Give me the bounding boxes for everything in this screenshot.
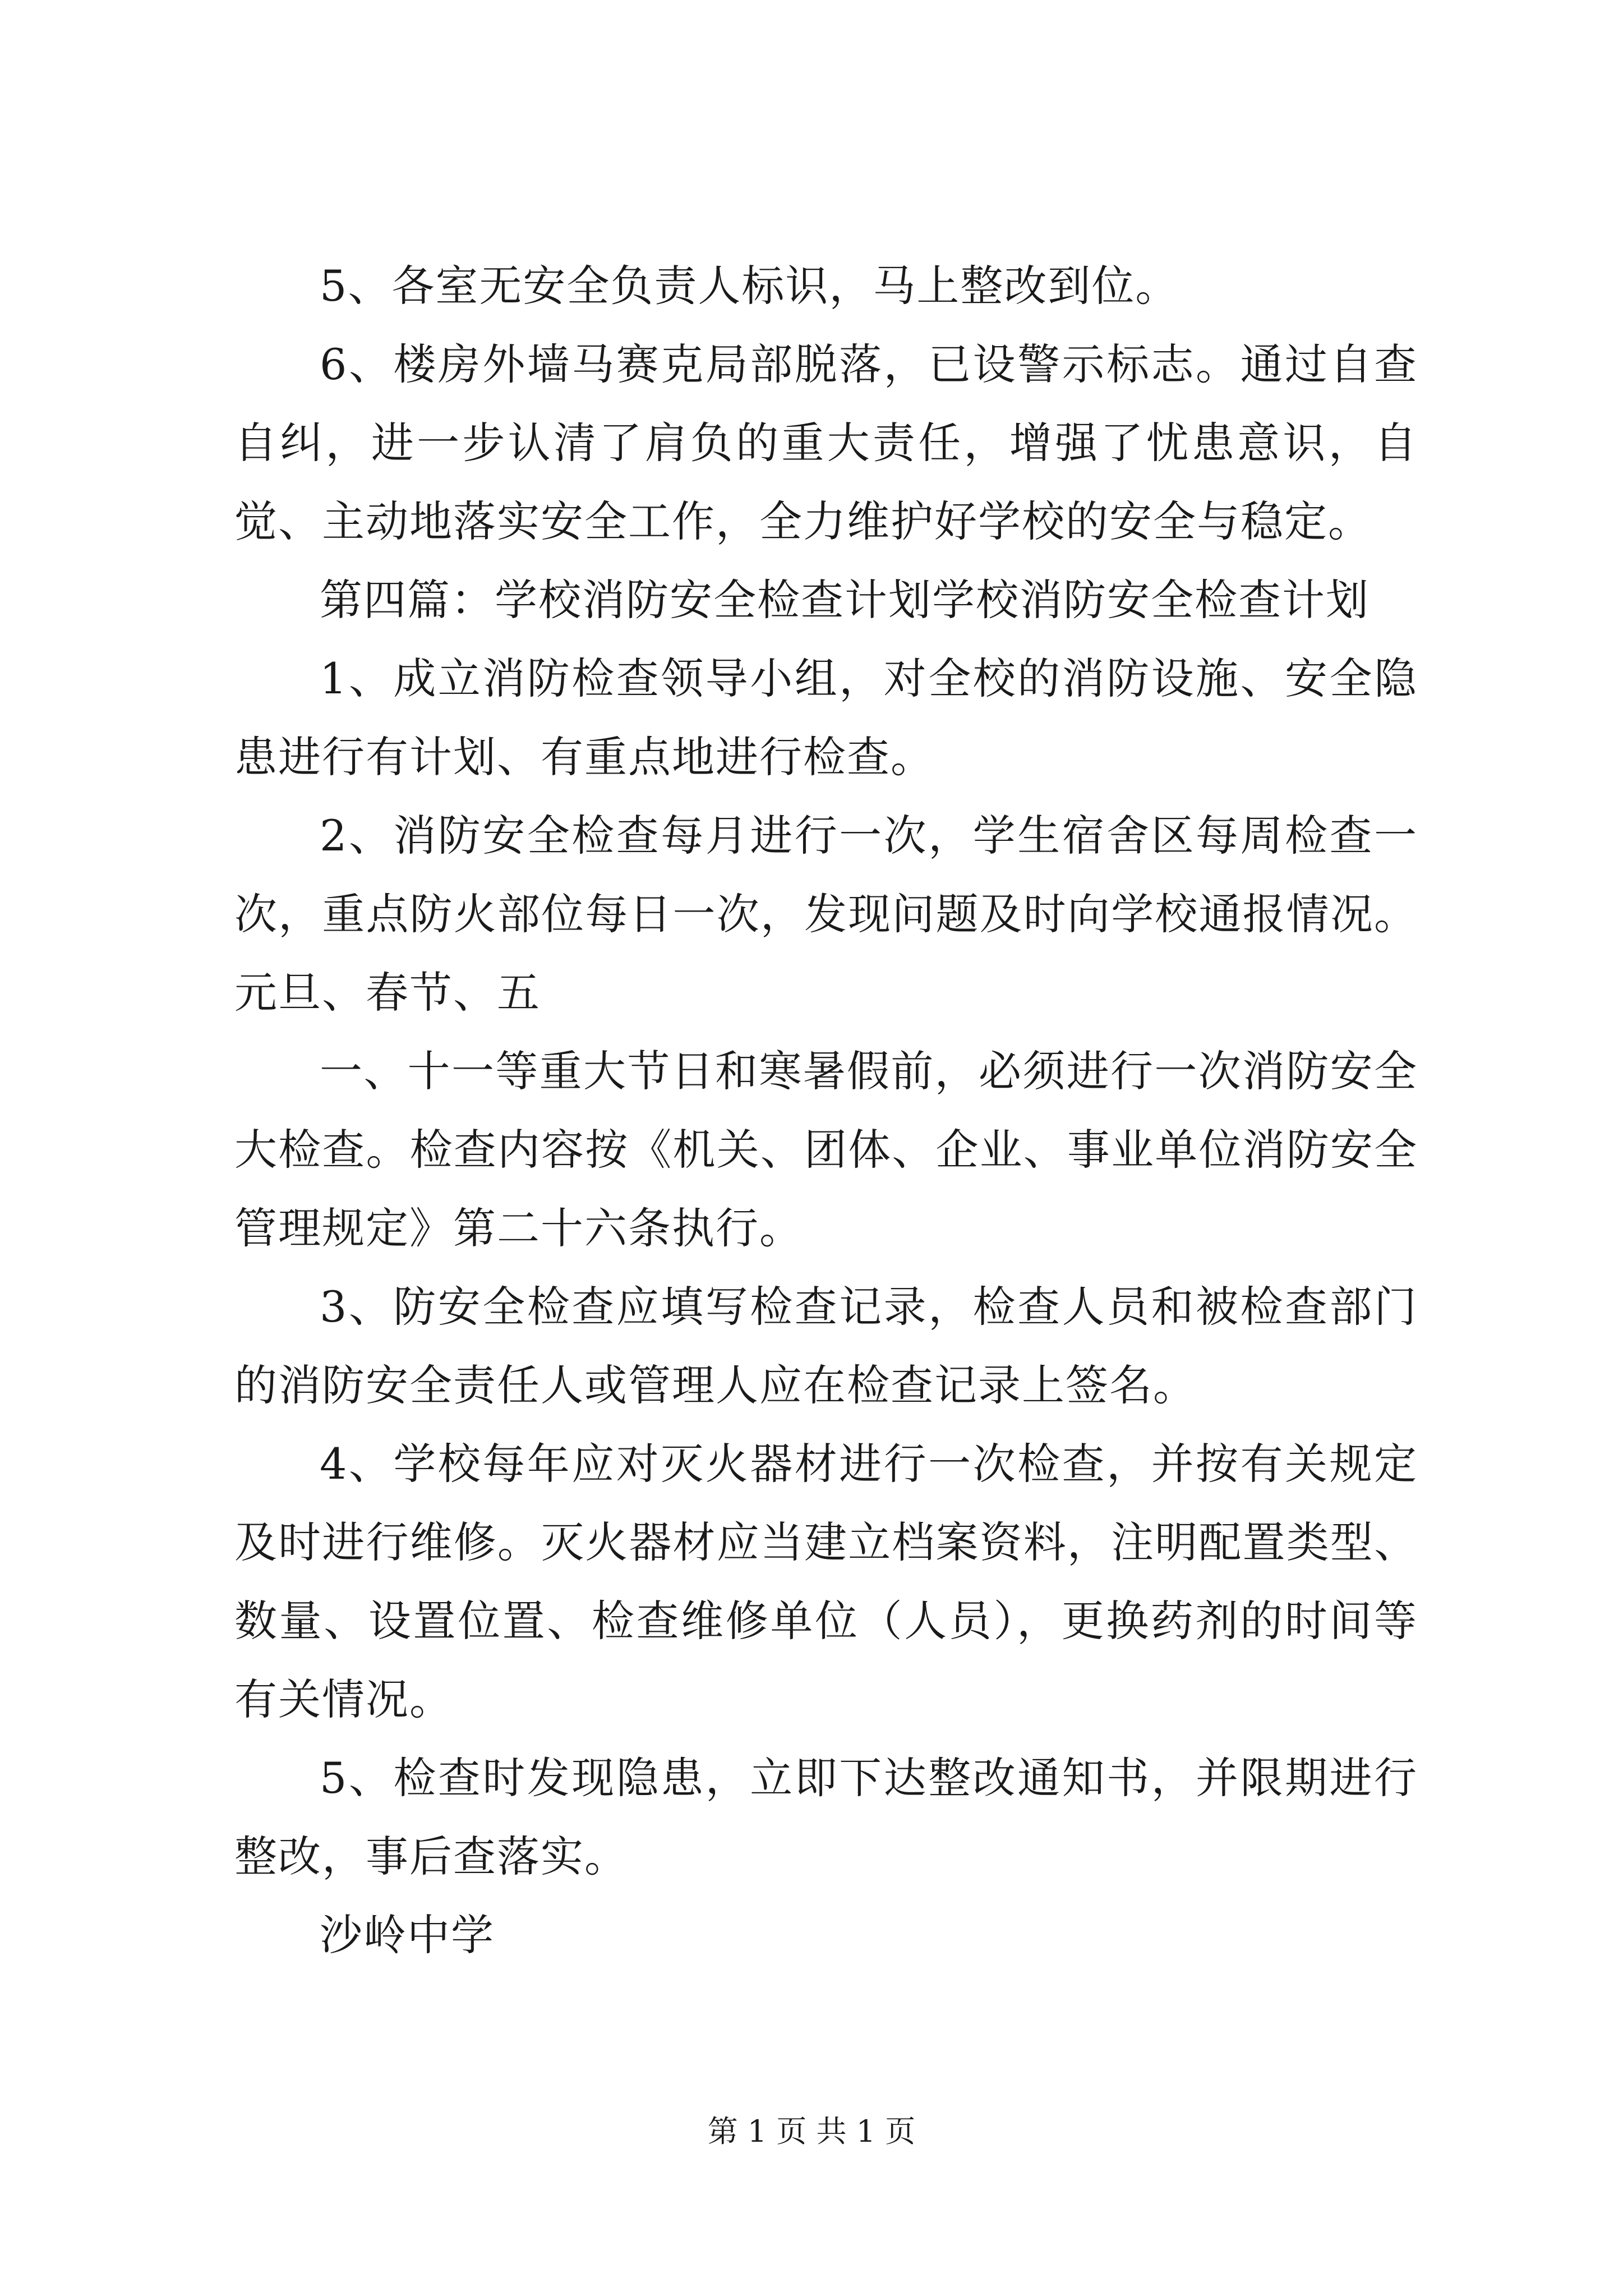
paragraph: 5、各室无安全负责人标识，马上整改到位。	[320, 261, 1179, 311]
signature-school-name: 沙岭中学	[320, 1910, 495, 1960]
paragraph: 一、十一等重大节日和寒暑假前，必须进行一次消防安全大检查。检查内容按《机关、团体、企业、事业单位消防安全管理规定》第二十六条执行。	[234, 1046, 1418, 1253]
paragraph: 4、学校每年应对灭火器材进行一次检查，并按有关规定及时进行维修。灭火器材应当建立档案资料，注明配置类型、数量、设置位置、检查维修单位（人员），更换药剂的时间等有关情况。	[234, 1439, 1418, 1724]
paragraph: 5、检查时发现隐患，立即下达整改通知书，并限期进行整改，事后查落实。	[234, 1753, 1418, 1881]
page-footer: 第 1 页 共 1 页	[707, 2114, 916, 2149]
paragraph: 2、消防安全检查每月进行一次，学生宿舍区每周检查一次，重点防火部位每日一次，发现问题及时向学校通报情况。元旦、春节、五	[234, 811, 1418, 1018]
document-body	[234, 247, 1418, 1975]
section-heading: 第四篇：学校消防安全检查计划学校消防安全检查计划	[320, 575, 1370, 625]
paragraph: 3、防安全检查应填写检查记录，检查人员和被检查部门的消防安全责任人或管理人应在检查记录上签名。	[234, 1282, 1418, 1410]
paragraph: 6、楼房外墙马赛克局部脱落，已设警示标志。通过自查自纠，进一步认清了肩负的重大责任，增强了忧患意识，自觉、主动地落实安全工作，全力维护好学校的安全与稳定。	[234, 339, 1418, 546]
paragraph: 1、成立消防检查领导小组，对全校的消防设施、安全隐患进行有计划、有重点地进行检查。	[234, 654, 1418, 782]
